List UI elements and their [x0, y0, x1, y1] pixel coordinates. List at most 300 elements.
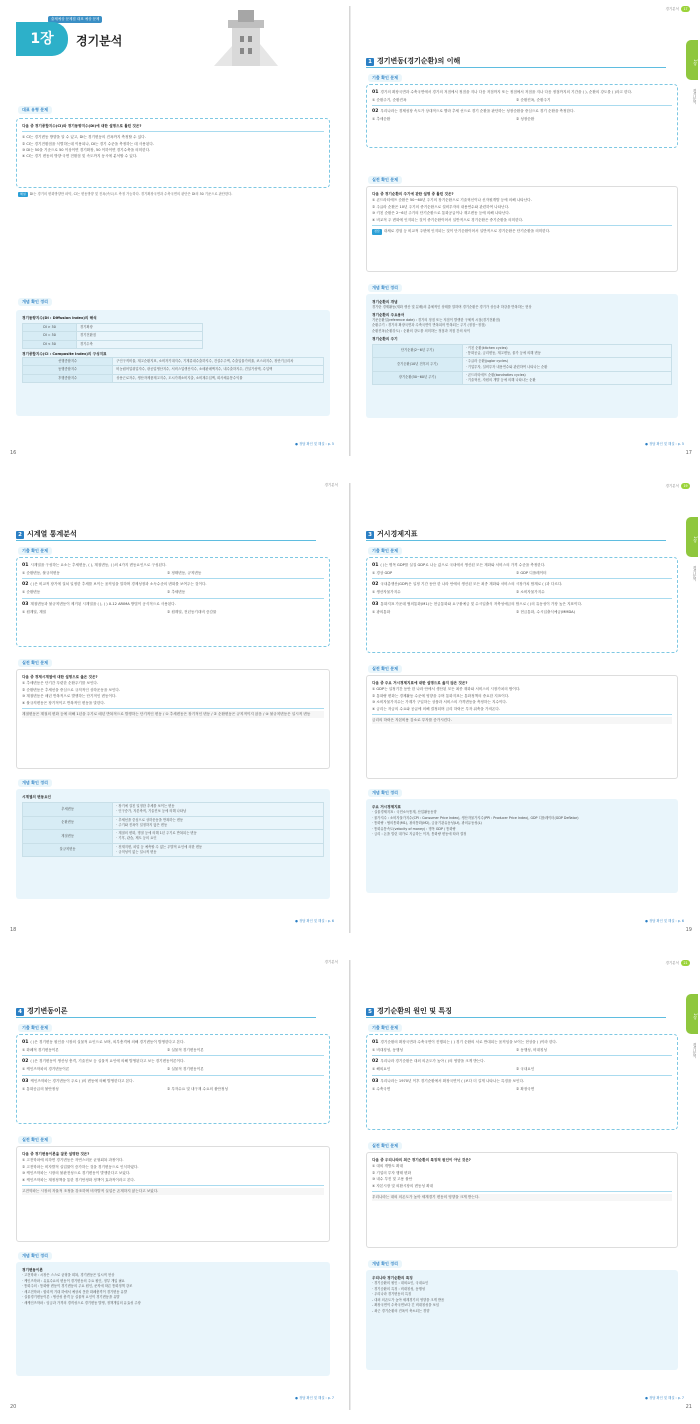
running-header — [665, 483, 690, 489]
question-number: 01 — [372, 90, 379, 95]
table-cell: 계절변동 — [23, 830, 113, 844]
page-number: 17 — [685, 450, 692, 456]
table-cell: 상용근로자수, 생산자제품재고지수, 도시가계소비지출, 소비재수입액, 회사채유통수익률 — [113, 374, 324, 382]
table-cell: 비농림어업취업자수, 광공업생산지수, 서비스업생산지수, 소매판매액지수, 내수출하지수, 건설기성액, 수입액 — [113, 366, 324, 374]
box-label-2: 개념 확인 정리 — [18, 298, 52, 306]
box-label-2: 실전 확인 문제 — [368, 176, 402, 184]
question-number: 02 — [22, 1059, 29, 1065]
running-header-text: 경기분석 — [665, 484, 679, 488]
question-text — [372, 1058, 672, 1066]
section-heading — [16, 1006, 316, 1018]
option-2: ② 확장국면 — [516, 1086, 535, 1091]
question-body: ( )는 명목 GDP를 실질 GDP로 나눈 값으로 국내에서 생산된 모든 재화와 서비스의 가격 수준을 측정한다. — [380, 563, 546, 567]
concept-line: · 경기순환의 원인 : 대외요인, 국내요인 — [372, 1281, 429, 1286]
option-1: ① GDP는 일정기간 동안 한 나라 안에서 생산된 모든 최종 재화와 서비스의 시장가치의 합이다. — [372, 687, 521, 692]
table-row — [23, 830, 324, 844]
table-cell: DI > 50 — [23, 324, 77, 332]
question-body: 통화지표 가운데 협의통화(M1)는 현금통화와 요구불예금 및 수시입출식 저축성예금의 합으로 ( )의 유동성이 가장 높은 지표이다. — [380, 601, 583, 606]
option-2: ② 성장순환 — [516, 117, 535, 122]
running-header — [324, 483, 338, 488]
table-cell: 추세변동 — [23, 803, 113, 817]
explanation — [18, 192, 328, 198]
box-label: 대표 유형 문제 — [18, 106, 52, 114]
question-body: 계절변동과 불규칙변동이 제거된 시계열을 ( ), ( ) X-12 ARIMA 방법이 공식적으로 사용된다. — [30, 601, 176, 606]
chapter-side-tab[interactable]: 1장 — [686, 994, 698, 1034]
concept-box — [16, 789, 330, 899]
box-label: 기출 확인 문제 — [18, 547, 52, 555]
section-heading — [366, 56, 666, 68]
option-3: ③ 계절변동은 매년 반복적으로 발생하는 단기적인 변동이다. — [22, 694, 117, 699]
question-text — [22, 581, 324, 589]
question-body: ( )은 경기변동이 생산성 충격, 기술진보 등 실물적 요인에 의해 발생된다고 보는 경기변동이론이다. — [30, 1059, 185, 1064]
table-row — [23, 803, 324, 817]
question-number: 03 — [372, 601, 379, 607]
page-16 — [4, 0, 344, 470]
option-2: ② 정태변동, 규칙변동 — [166, 571, 202, 576]
divider — [22, 131, 324, 132]
table-cell: · 천재지변, 파업 등 예측할 수 없는 우발적 요인에 의한 변동 · 규칙성이 없는 일시적 변동 — [113, 843, 324, 857]
di-table — [22, 323, 203, 349]
option-1: ① 콘드라티에프 순환은 50~60년 주기의 장기순환으로 기술혁신이나 신자원개발 등에 의해 나타난다. — [372, 198, 532, 203]
footer-text: ● 정답 확인 및 해설 : p. 6 — [295, 919, 334, 923]
table-cell: · 추세선을 중심으로 상하운동을 반복하는 변동 · 주기와 진폭이 일정하지 않은 변동 — [113, 816, 324, 830]
question-text — [372, 562, 672, 570]
table-cell: 후행종합지수 — [23, 374, 113, 382]
box-label-2: 실전 확인 문제 — [18, 659, 52, 667]
concept-subtitle: 우리나라 경기순환의 특징 — [372, 1276, 413, 1280]
concept-line: - 대외 의존도가 높아 세계경기의 영향을 크게 받음 — [372, 1297, 445, 1302]
chapter-side-tab[interactable]: 1장 — [686, 40, 698, 80]
question-text — [372, 89, 672, 97]
practice-box — [366, 186, 678, 272]
tower-illustration-icon — [214, 6, 278, 66]
spread-3 — [0, 954, 700, 1424]
explanation — [372, 228, 672, 234]
box-label: 기출 확인 문제 — [368, 547, 402, 555]
question-number: 02 — [372, 582, 379, 588]
question-text — [372, 601, 672, 609]
question-text — [372, 581, 672, 589]
footer-text: ● 정답 확인 및 해설 : p. 5 — [645, 442, 684, 446]
option-2: ② 기업의 투자 행태 변화 — [372, 1170, 412, 1175]
chapter-side-label: 경기분석 — [693, 1043, 698, 1059]
explanation-tag: 정답 — [374, 229, 380, 234]
concept-line: · 경기순환의 특징 : 비대칭성, 동행성 — [372, 1286, 426, 1291]
option-3: ③ 케인즈학파는 시장의 불완전성으로 경기변동이 발생한다고 보았다. — [22, 1171, 131, 1176]
table-cell: 동행종합지수 — [23, 366, 113, 374]
option-2: ② 주글라 순환은 10년 주기의 중기순환으로 설비투자의 내용연수와 관련하여 나타난다. — [372, 204, 510, 209]
table-cell: 경기확장 — [77, 324, 203, 332]
question-title: 다음 중 경기종합지수(CI)와 경기동향지수(DI)에 대한 설명으로 틀린 것은? — [22, 124, 142, 128]
running-header-text: 경기분석 — [665, 961, 679, 965]
option-3: ③ 소비자물가지수는 가계가 구입하는 상품과 서비스의 가격변동을 측정하는 지수이다. — [372, 700, 508, 705]
question-body: 우리나라 경기순환은 대외 의존도가 높아 ( )의 영향을 크게 받는다. — [380, 1059, 485, 1064]
box-label-3: 개념 확인 정리 — [18, 779, 52, 787]
concept-box — [16, 310, 330, 416]
question-body: 우리나라는 1970년 이후 경기순환에서 확장국면이 ( )보다 더 길게 나타나는 특징을 보인다. — [380, 1078, 525, 1083]
option-1: ① 순환변동, 불규칙변동 — [22, 571, 60, 576]
section-heading — [366, 1006, 666, 1018]
question-title: 다음 중 경기순환의 주기에 관한 설명 중 틀린 것은? — [372, 192, 454, 196]
explanation-text: 우리나라는 대외 의존도가 높아 세계경기 변동의 영향을 크게 받는다. — [372, 1194, 672, 1200]
question-number: 01 — [372, 563, 379, 568]
question-text — [22, 1058, 324, 1066]
question-number: 01 — [22, 1040, 29, 1045]
option-1: ① 순환변동 — [22, 590, 41, 595]
page-18 — [4, 477, 344, 947]
page-number: 21 — [685, 1404, 692, 1410]
concept-line: - 최근 경기순환의 진폭이 축소되는 경향 — [372, 1309, 430, 1314]
option-2: ② GDP 디플레이터 — [516, 571, 547, 576]
option-1: ① 광의통화 — [372, 609, 391, 614]
concept-box — [366, 294, 678, 418]
option-1: ① 추세변동은 단기간 뚜렷한 순환주기를 보인다. — [22, 681, 99, 686]
chapter-header — [16, 14, 196, 58]
page-number: 20 — [10, 1404, 17, 1410]
chapter-top-label: 출제예상 문제집 대표 예상 문제 — [48, 16, 102, 23]
concept-subtitle: 주요 거시경제지표 — [372, 805, 402, 809]
divider — [22, 1075, 324, 1076]
table-row — [373, 344, 672, 358]
practice-box — [366, 1152, 678, 1248]
concept-line: · 우리나라 경기변동의 특징 — [372, 1292, 412, 1297]
question-title: 다음 중 경제시계열에 대한 설명으로 옳은 것은? — [22, 675, 98, 679]
option-3: ③ 내수 부진 및 고용 불안 — [372, 1177, 413, 1182]
option-1: ① 비대칭성, 동행성 — [372, 1048, 403, 1053]
divider — [22, 578, 324, 579]
section-heading — [366, 529, 666, 541]
option-1: ① 케인즈학파의 경기변동이론 — [22, 1067, 70, 1072]
option-2: ② 현금통화, 수시입출식예금(MMDA) — [516, 609, 576, 614]
option-2: ② 동행성, 비대칭성 — [516, 1048, 547, 1053]
footer-link — [295, 441, 334, 446]
page-17 — [358, 0, 698, 470]
question-number: 03 — [22, 601, 29, 607]
concept-box — [366, 1270, 678, 1370]
option-2: ② 순환진폭, 순환주기 — [516, 98, 551, 103]
question-box — [366, 557, 678, 653]
running-header — [324, 960, 338, 965]
question-title: 다음 중 우리나라의 최근 경기순환의 특징적 원인이 아닌 것은? — [372, 1158, 471, 1162]
divider — [372, 1191, 672, 1192]
option-4: ④ 불규칙변동은 장기적이고 반복적인 변동을 말한다. — [22, 700, 105, 705]
concept-subtitle: 경기순환의 주요용어 — [372, 312, 405, 317]
option-4: ④ 금리는 자금의 수요와 공급에 의해 결정되며 금리 하락은 투자 위축을 가져온다. — [372, 706, 501, 711]
running-header — [665, 6, 690, 12]
concept-line: 순환진폭(순환강도) : 순환의 강도를 의미하는 정점과 저점 간의 차이 — [372, 329, 471, 333]
page-number: 16 — [10, 450, 17, 456]
option-4: ④ 비교적 주 변화에 인지되는 것이 중기순환이어서 일반적으로 경기순환은 중기순환을 의미한다. — [372, 217, 524, 222]
box-label: 기출 확인 문제 — [18, 1024, 52, 1032]
running-header-badge: 21 — [681, 960, 690, 966]
chapter-side-label: 경기분석 — [693, 89, 698, 105]
page-21 — [358, 954, 698, 1424]
footer-text: ● 정답 확인 및 해설 : p. 7 — [645, 1396, 684, 1400]
question-number: 02 — [372, 109, 379, 115]
concept-line: · 통화주의 : 통화량 변동이 경기변동의 주요 원인, 준칙에 따른 통화정책 강조 — [22, 1284, 133, 1289]
divider — [372, 105, 672, 106]
explanation-text: 계절변동은 계절의 변화 등에 의해 1년을 주기로 매년 반복적으로 발생하는 단기적인 변동 / ① 추세변동은 장기적인 변동 / ② 순환변동은 규칙적이지 않음 / ④ 불규칙변동은 일시적 변동 — [22, 711, 324, 717]
option-1: ① 원계열, 계열 — [22, 609, 47, 614]
section-heading — [16, 529, 316, 541]
question-body: ( )은 경기변동 원인을 시장의 실물적 요인으로 보며, 외부충격에 의해 경기변동이 발생한다고 본다. — [30, 1040, 185, 1044]
option-2: ② 추세변동 — [166, 590, 186, 595]
option-1: ① 순환주기, 순환진폭 — [372, 98, 407, 103]
box-label-2: 실전 확인 문제 — [368, 665, 402, 673]
section-title: 경기변동이론 — [27, 1007, 68, 1015]
concept-line: · 실물경기변동이론 : 생산성 충격 등 실물적 요인이 경기변동을 유발 — [22, 1295, 120, 1300]
option-2: ② 소비자물가지수 — [516, 590, 545, 595]
question-title: 다음 중 경기변동이론을 잘못 설명한 것은? — [22, 1152, 90, 1156]
explanation-text: DI는 경기의 변화방향만 파악, CI는 변동방향 및 진폭(속도)도 측정 가능하다. 경기확장국면과 수축국면의 판단은 DI의 50 기준으로 판단한다. — [29, 192, 233, 196]
page-number: 19 — [685, 927, 692, 933]
question-text — [22, 601, 324, 609]
option-1: ① 고전학파에 의하면 경기변동은 자연스러운 균형회복 과정이다. — [22, 1158, 124, 1163]
question-box — [16, 557, 330, 647]
table-cell: · 계절의 변화, 명절 등에 의해 1년 주기로 반복되는 변동 · 기후, 관습, 제도 등의 요인 — [113, 830, 324, 844]
table-row — [23, 816, 324, 830]
option-2: ② 통화량 변화는 경제활동 수준에 영향을 주며 통화지표는 통화정책의 중요한 지표이다. — [372, 693, 510, 698]
option-1: ① 수축국면 — [372, 1086, 391, 1091]
concept-line: · 통화량 : 협의통화(M1), 광의통화(M2), 금융기관유동성(Lf), 광의유동성(L) — [372, 821, 482, 826]
option-2: ② 원계열, 전년동기대비 증감률 — [166, 609, 217, 614]
concept-line: · 통화유통속도(velocity of money) : 명목 GDP / 통화량 — [372, 826, 456, 831]
chapter-number: 1장 — [16, 22, 68, 56]
table-cell: · 콘드라티에프 순환(kondratiev cycles) · 기술혁신, 자원의 개발 등에 의해 나타나는 순환 — [462, 371, 671, 385]
chapter-side-label: 경기분석 — [693, 566, 698, 582]
footer-link — [645, 441, 684, 446]
table-cell: 경기수축 — [77, 340, 203, 348]
option-2: ② CI는 경기전환점을 식별하는데 이용되나, DI는 경기 수준을 측정하는 데 사용된다. — [22, 141, 154, 146]
concept-line: · 케인즈학파 : 유효수요의 변동이 경기변동의 주요 원인, 정부 개입 필요 — [22, 1278, 125, 1283]
table-row — [373, 358, 672, 372]
question-number: 03 — [22, 1078, 29, 1084]
option-1: ① 추세순환 — [372, 117, 391, 122]
table-cell: 선행종합지수 — [23, 358, 113, 366]
option-2: ② 고전학파는 비자발적 실업률이 증가하는 것을 경기변동으로 인식하였다. — [22, 1164, 139, 1169]
footer-text: ● 정답 확인 및 해설 : p. 7 — [295, 1396, 334, 1400]
concept-box — [366, 799, 678, 893]
table-cell: · 키친 순환(kitchen cycles) · 통화공급, 금리변동, 재고변동, 물가 등에 의해 변동 — [462, 344, 671, 358]
question-text — [22, 1039, 324, 1047]
running-header-text: 경기분석 — [665, 7, 679, 11]
question-number: 02 — [372, 1059, 379, 1065]
table-row — [23, 358, 324, 366]
table-cell: 구인구직비율, 재고순환지표, 소비자기대지수, 기계류내수출하지수, 건설수주액, 수출입물가비율, 코스피지수, 장단기금리차 — [113, 358, 324, 366]
question-text — [372, 108, 672, 116]
footer-text: ● 정답 확인 및 해설 : p. 5 — [295, 442, 334, 446]
running-header-badge: 19 — [681, 483, 690, 489]
option-1: ① 화폐적 경기변동이론 — [22, 1048, 59, 1053]
table-row — [23, 324, 203, 332]
box-label-3: 개념 확인 정리 — [368, 1260, 402, 1268]
ci-table — [22, 357, 324, 383]
page-fold — [349, 6, 351, 456]
divider — [372, 598, 672, 599]
spread-2 — [0, 477, 700, 947]
section-number: 2 — [16, 531, 24, 539]
question-text — [22, 562, 324, 570]
table-cell: 순환변동 — [23, 816, 113, 830]
running-header — [665, 960, 690, 966]
footer-link — [645, 918, 684, 923]
concept-line: · 새고전학파 : 합리적 기대 하에서 예상치 못한 화폐충격이 경기변동 유발 — [22, 1289, 127, 1294]
cycle-table — [372, 344, 672, 386]
section-title: 경기순환의 원인 및 특징 — [377, 1007, 452, 1015]
option-2: ② 국내요인 — [516, 1067, 535, 1072]
question-number: 03 — [372, 1078, 379, 1084]
table-title-2: 경기종합지수(CI : Composite Index)의 구성지표 — [22, 351, 107, 356]
practice-box — [366, 675, 678, 779]
option-1: ① 경상 GDP — [372, 571, 393, 576]
footer-link — [645, 1395, 684, 1400]
section-title: 경기변동(경기순환)의 이해 — [377, 57, 461, 65]
table-title: 시계열의 변동요인 — [22, 795, 52, 799]
question-text — [372, 1039, 672, 1047]
footer-text: ● 정답 확인 및 해설 : p. 6 — [645, 919, 684, 923]
chapter-side-tab[interactable]: 1장 — [686, 517, 698, 557]
concept-line: 경기란 경제활동(재화 생산 및 분배)의 총체적인 상태를 말하며 경기순환은 경기가 상승과 하강을 반복하는 현상 — [372, 305, 532, 310]
option-1: ① CI는 경기변동 방향을 알 수 있고, DI는 경기변동의 진폭까지 측정할 수 있다. — [22, 135, 146, 140]
option-2: ② 순환변동은 추세선을 중심으로 규칙적인 상하운동을 보인다. — [22, 687, 121, 692]
page-19 — [358, 477, 698, 947]
table-row — [23, 374, 324, 382]
box-label-3: 개념 확인 정리 — [368, 789, 402, 797]
concept-line: · 실물경제지표 : 국민소득통계, 산업활동동향 — [372, 810, 437, 815]
table-row — [23, 843, 324, 857]
table-cell: 단기순환(2~6년 주기) — [373, 344, 463, 358]
box-label-2: 실전 확인 문제 — [368, 1142, 402, 1150]
option-2: ② 실물적 경기변동이론 — [166, 1048, 204, 1053]
question-box — [366, 84, 678, 148]
question-number: 01 — [372, 1040, 379, 1045]
footer-link — [295, 1395, 334, 1400]
table-cell: 경기전환점 — [77, 332, 203, 340]
chapter-title: 경기분석 — [76, 34, 123, 48]
section-number: 5 — [366, 1008, 374, 1016]
running-header-text: 경기분석 — [324, 960, 338, 964]
explanation-text: 고전학파는 시장의 자율적 조정을 강조하며 비자발적 실업은 존재하지 않는다고 보았다. — [22, 1188, 324, 1194]
option-3: ③ DI는 50을 기준으로 50 이상이면 경기확장, 50 이하이면 경기수축을 의미한다. — [22, 147, 151, 152]
explanation-tag: 해설 — [20, 192, 26, 196]
concept-box — [16, 1262, 330, 1376]
question-text — [22, 1078, 324, 1086]
question-box — [16, 118, 330, 188]
table-cell: 불규칙변동 — [23, 843, 113, 857]
table-cell: · 장기에 걸친 일정한 추세를 보이는 변동 · 인구증가, 자본축적, 기술진보 등에 의해 나타남 — [113, 803, 324, 817]
page-number: 18 — [10, 927, 17, 933]
divider — [372, 225, 672, 226]
concept-line: · 물가지수 : 소비자물가지수(CPI : Consumer Price Index), 생산자물가지수(PPI : Producer Price Index), GDP 디플레이터(GDP Deflator) — [372, 815, 579, 820]
variation-table — [22, 802, 324, 857]
page-fold — [349, 483, 351, 933]
box-label: 기출 확인 문제 — [368, 74, 402, 82]
question-box — [366, 1034, 678, 1130]
table-cell: DI = 50 — [23, 332, 77, 340]
table-row — [23, 332, 203, 340]
divider — [372, 714, 672, 715]
table-title: 경기동향지수(DI : Diffusion Index)의 해석 — [22, 316, 97, 320]
table-cell: 장기순환(50~60년 주기) — [373, 371, 463, 385]
explanation-text: 금리의 하락은 자본비용 감소로 투자를 증가시킨다. — [372, 717, 672, 723]
table-cell: · 주글라 순환(juglar cycles) · 기업투자, 설비투자 내용연수와 관련하여 나타나는 순환 — [462, 358, 671, 372]
divider — [372, 1055, 672, 1056]
option-3: ③ 키친 순환은 2~6년 주기의 단기순환으로 통화공급이나 재고변동 등에 의해 나타난다. — [372, 211, 510, 216]
option-4: ④ CI는 경기 변동의 방향·국면 전환점 및 속도까지 동시에 분석할 수 있다. — [22, 154, 138, 159]
box-label-2: 실전 확인 문제 — [18, 1136, 52, 1144]
question-body: 경기순환의 확장국면과 수축국면이 진행되는 ( ) 경기 순환의 서로 반대되는 움직임을 보이는 현상을 ( )이라 한다. — [380, 1040, 558, 1044]
page-fold — [349, 960, 351, 1410]
question-body: 케인즈학파는 경기변동이 주로 ( )의 변동에 의해 발생한다고 본다. — [30, 1078, 134, 1083]
page-20 — [4, 954, 344, 1424]
concept-line: · 고전학파 : 시장은 스스로 균형을 회복, 경기변동은 일시적 현상 — [22, 1273, 115, 1278]
question-body: ( )은 비교적 장기에 걸쳐 일정한 추세를 보이는 움직임을 말하며 경제성장과 소득수준의 변화를 보여주는 것이다. — [30, 582, 207, 587]
question-number: 01 — [22, 563, 29, 568]
concept-line: · 금리 : 돈을 빌린 대가로 지급하는 이자, 통화량 변동에 따라 결정 — [372, 832, 467, 837]
section-title: 거시경제지표 — [377, 530, 418, 538]
question-title: 다음 중 주요 거시경제지표에 대한 설명으로 옳지 않은 것은? — [372, 681, 468, 685]
divider — [372, 578, 672, 579]
option-1: ① 생산자물가지수 — [372, 590, 401, 595]
running-header-text: 경기분석 — [324, 483, 338, 487]
option-4: ④ 케인즈학파는 재정정책을 통한 경기안정화 정책이 효과적이라고 본다. — [22, 1177, 136, 1182]
table-cell: 중기순환(10년 전후의 주기) — [373, 358, 463, 372]
question-body: 우리나라는 경제성장 속도가 상대적으로 빨라 추세 선으로 경기 순환을 판단하는 성장순환을 중심으로 경기 순환을 측정한다. — [380, 109, 575, 114]
concept-line: 순환주기 : 경기의 확장국면과 수축국면이 반복되어 반복되는 주기 (정점~정점) — [372, 323, 486, 328]
divider — [22, 598, 324, 599]
question-body: 시계열을 구성하는 요소는 추세변동, ( ), 계절변동, ( )의 4가지 변동요인으로 구성된다. — [30, 563, 167, 567]
option-1: ① 대외 개방도 확대 — [372, 1164, 403, 1169]
divider — [22, 1055, 324, 1056]
practice-box — [16, 1146, 330, 1242]
option-4: ④ 자본시장 및 외환시장의 변동성 확대 — [372, 1183, 434, 1188]
table-row — [23, 340, 203, 348]
concept-line: - 확장국면이 수축국면보다 긴 비대칭성을 보임 — [372, 1303, 439, 1308]
divider — [22, 708, 324, 709]
option-2: ② 투자수요 및 내구재 수요의 불안정성 — [166, 1086, 228, 1091]
question-body: 경기의 확장국면과 수축국면에서 경기의 저점에서 정점을 지나 다음 저점까지 또는 정점에서 저점을 지나 다음 정점까지의 기간을 ( ), 순환의 강도를 ( )라고 한다. — [380, 90, 633, 94]
box-label: 기출 확인 문제 — [368, 1024, 402, 1032]
section-number: 4 — [16, 1008, 24, 1016]
section-title: 시계열 통계분석 — [27, 530, 77, 538]
concept-subtitle: 경기순환의 주기 — [372, 336, 398, 341]
table-row — [23, 366, 324, 374]
question-text — [372, 1078, 672, 1086]
table-row — [373, 371, 672, 385]
concept-line: 기준순환일(reference date) : 경기의 정점 또는 저점이 발생한 구체적 시점(경기전환점) — [372, 317, 501, 322]
table-cell: DI < 50 — [23, 340, 77, 348]
footer-link — [295, 918, 334, 923]
concept-subtitle: 경기순환의 개념 — [372, 300, 398, 304]
concept-line: · 새케인즈학파 : 임금과 가격의 경직성으로 경기변동 발생, 정책개입의 유효성 주장 — [22, 1301, 141, 1306]
question-body: 국내총생산(GDP)은 일정 기간 동안 한 나라 안에서 생산된 모든 최종 재화와 서비스의 시장가치 합계로 ( )과 다르다. — [380, 582, 563, 587]
divider — [372, 1075, 672, 1076]
running-header-badge: 17 — [681, 6, 690, 12]
spread-1 — [0, 0, 700, 470]
option-1: ① 통화공급의 불안정성 — [22, 1086, 59, 1091]
option-1: ① 해외요인 — [372, 1067, 391, 1072]
practice-box — [16, 669, 330, 769]
box-label-3: 개념 확인 정리 — [368, 284, 402, 292]
question-number: 02 — [22, 582, 29, 588]
section-number: 3 — [366, 531, 374, 539]
question-box — [16, 1034, 330, 1124]
option-2: ② 실물적 경기변동이론 — [166, 1067, 204, 1072]
box-label-3: 개념 확인 정리 — [18, 1252, 52, 1260]
concept-subtitle: 경기변동이론 — [22, 1268, 43, 1272]
explanation-text: 대체로 경험 등 비교적 주변에 인지되는 것이 단기순환이어서 일반적으로 경기순환은 단기순환을 의미한다. — [383, 229, 551, 234]
divider — [22, 1185, 324, 1186]
